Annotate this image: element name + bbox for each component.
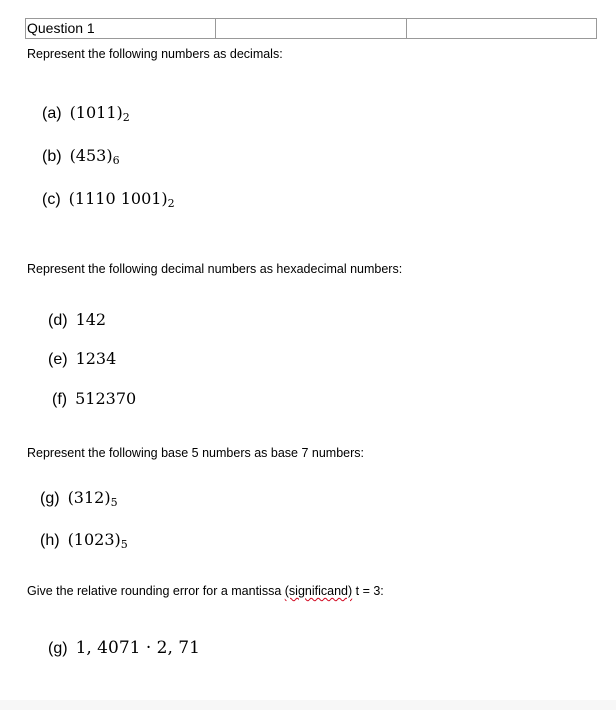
problem-label: (h) bbox=[40, 532, 60, 549]
problem-label: (c) bbox=[42, 191, 61, 208]
header-cell-3 bbox=[407, 19, 596, 38]
base-subscript: 5 bbox=[120, 538, 128, 551]
problem-label: (d) bbox=[48, 312, 68, 329]
question-header-table bbox=[25, 18, 597, 39]
header-cell-2 bbox=[216, 19, 407, 38]
problem-expression: (1110 $1001)_2$ bbox=[68, 189, 175, 210]
problem-g bbox=[40, 488, 118, 508]
problem-label: (a) bbox=[42, 105, 62, 122]
problem-expression: $(312)_5$ bbox=[67, 488, 118, 509]
problem-b bbox=[42, 146, 120, 166]
problem-f bbox=[52, 389, 136, 409]
spellcheck-flagged-word: (significand) bbox=[284, 584, 353, 598]
instruction-rounding-error: Give the relative rounding error for a mantissa (significand) t = 3: bbox=[27, 584, 384, 598]
base-subscript: 6 bbox=[112, 154, 120, 167]
problem-a bbox=[42, 103, 130, 123]
problem-label: (g) bbox=[40, 490, 60, 507]
problem-expression: 1234 bbox=[75, 349, 117, 368]
problem-e bbox=[48, 349, 116, 369]
problem-expression: $(1023)_5$ bbox=[67, 530, 128, 551]
problem-label: (e) bbox=[48, 351, 68, 368]
problem-expression: $(1011)_2$ bbox=[69, 103, 130, 124]
base-subscript: 2 bbox=[122, 111, 130, 124]
problem-label: (f) bbox=[52, 391, 68, 408]
base-subscript: 5 bbox=[110, 496, 118, 509]
base-subscript: 2 bbox=[167, 197, 175, 210]
problem-expression: 142 bbox=[75, 310, 107, 329]
instruction-base7: Represent the following base 5 numbers as base 7 numbers: bbox=[27, 446, 364, 460]
problem-c bbox=[42, 189, 175, 209]
problem-g-rounding bbox=[48, 638, 200, 658]
instruction-decimals: Represent the following numbers as decimals: bbox=[27, 47, 283, 61]
question-title: Question 1 bbox=[26, 19, 216, 38]
problem-expression: $(453)_6$ bbox=[69, 146, 120, 167]
problem-d bbox=[48, 310, 106, 330]
problem-label: (g) bbox=[48, 640, 68, 657]
problem-expression: 512370 bbox=[75, 389, 137, 408]
problem-h bbox=[40, 530, 128, 550]
problem-label: (b) bbox=[42, 148, 62, 165]
problem-expression: 1, 4071 · 2, 71 bbox=[75, 638, 200, 658]
page-footer-strip bbox=[0, 700, 616, 710]
instruction-hexadecimal: Represent the following decimal numbers as hexadecimal numbers: bbox=[27, 262, 403, 276]
